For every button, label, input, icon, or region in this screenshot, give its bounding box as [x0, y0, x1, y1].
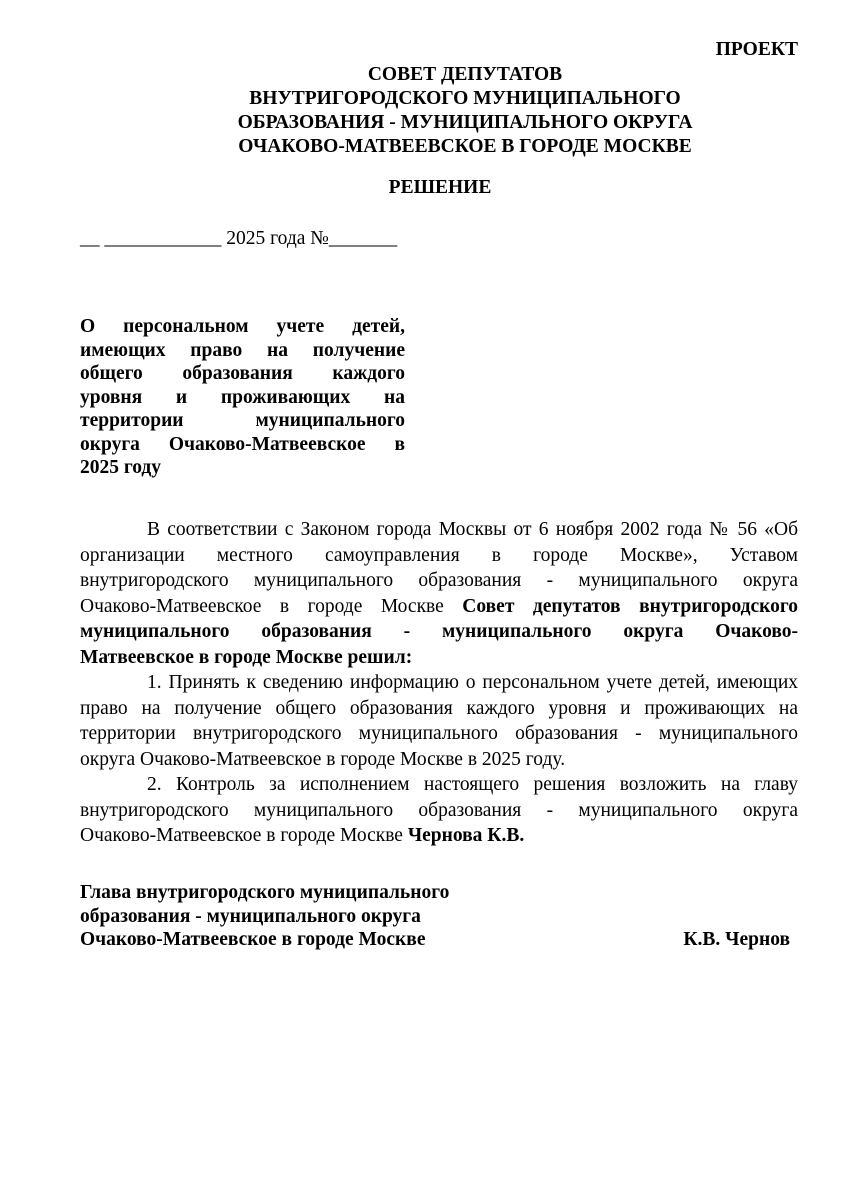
subject-line: имеющих право на получение — [80, 339, 405, 361]
text-line: Матвеевское в городе Москве решил: — [80, 646, 413, 668]
subject-line: округа Очаково-Матвеевское в — [80, 433, 405, 455]
item-1-paragraph — [80, 670, 798, 772]
text-line: округа Очаково-Матвеевское в городе Москве в 2025 году. — [80, 748, 566, 770]
text-line: внутригородского муниципального образования - муниципального округа — [80, 570, 798, 591]
signature-block — [80, 881, 790, 952]
decision-subject — [80, 315, 405, 480]
header-line-3: ОБРАЗОВАНИЯ - МУНИЦИПАЛЬНОГО ОКРУГА — [237, 112, 693, 133]
signature-row — [80, 928, 790, 952]
text-line: В соответствии с Законом города Москвы от 6 ноября 2002 года № 56 «Об — [147, 519, 798, 540]
header-line-1: СОВЕТ ДЕПУТАТОВ — [367, 64, 563, 85]
header-line-2: ВНУТРИГОРОДСКОГО МУНИЦИПАЛЬНОГО — [249, 88, 681, 109]
text-span: Очаково-Матвеевское в городе Москве — [80, 595, 463, 617]
subject-line: О персональном учете детей, — [80, 316, 405, 337]
text-line — [80, 594, 798, 620]
text-line: право на получение общего образования каждого уровня и проживающих на — [80, 697, 798, 719]
item-2-paragraph — [80, 772, 798, 849]
subject-line: 2025 году — [80, 457, 162, 478]
responsible-name-bold: Чернова К.В. — [407, 825, 525, 846]
signature-title-line: Очаково-Матвеевское в городе Москве — [80, 929, 426, 950]
draft-stamp: ПРОЕКТ — [715, 39, 798, 60]
text-line: муниципального образования - муниципального округа Очаково- — [80, 621, 798, 642]
council-name-bold: Совет депутатов внутригородского — [462, 595, 798, 617]
text-line: 2. Контроль за исполнением настоящего решения возложить на главу — [147, 774, 798, 795]
text-line — [80, 823, 798, 849]
council-header — [60, 63, 848, 159]
text-line: организации местного самоуправления в городе Москве», Уставом — [80, 544, 798, 566]
subject-line: общего образования каждого — [80, 363, 405, 384]
text-span: Очаково-Матвеевское в городе Москве — [80, 825, 408, 846]
subject-line: уровня и проживающих на — [80, 386, 405, 408]
text-line: 1. Принять к сведению информацию о персональном учете детей, имеющих — [147, 672, 798, 693]
signature-title-line: Глава внутригородского муниципального — [80, 882, 450, 903]
text-line: внутригородского муниципального образования - муниципального округа — [80, 799, 798, 821]
signatory-name: К.В. Чернов — [683, 929, 790, 950]
subject-line: территории муниципального — [80, 410, 405, 431]
text-line: территории внутригородского муниципального образования - муниципального — [80, 723, 798, 744]
date-number-line: __ ____________ 2025 года №_______ — [80, 228, 398, 249]
preamble-paragraph — [80, 517, 798, 670]
decision-body — [80, 517, 798, 849]
signature-title-line: образования - муниципального округа — [80, 905, 421, 927]
header-line-4: ОЧАКОВО-МАТВЕЕВСКОЕ В ГОРОДЕ МОСКВЕ — [238, 136, 692, 157]
decision-title: РЕШЕНИЕ — [388, 177, 492, 198]
